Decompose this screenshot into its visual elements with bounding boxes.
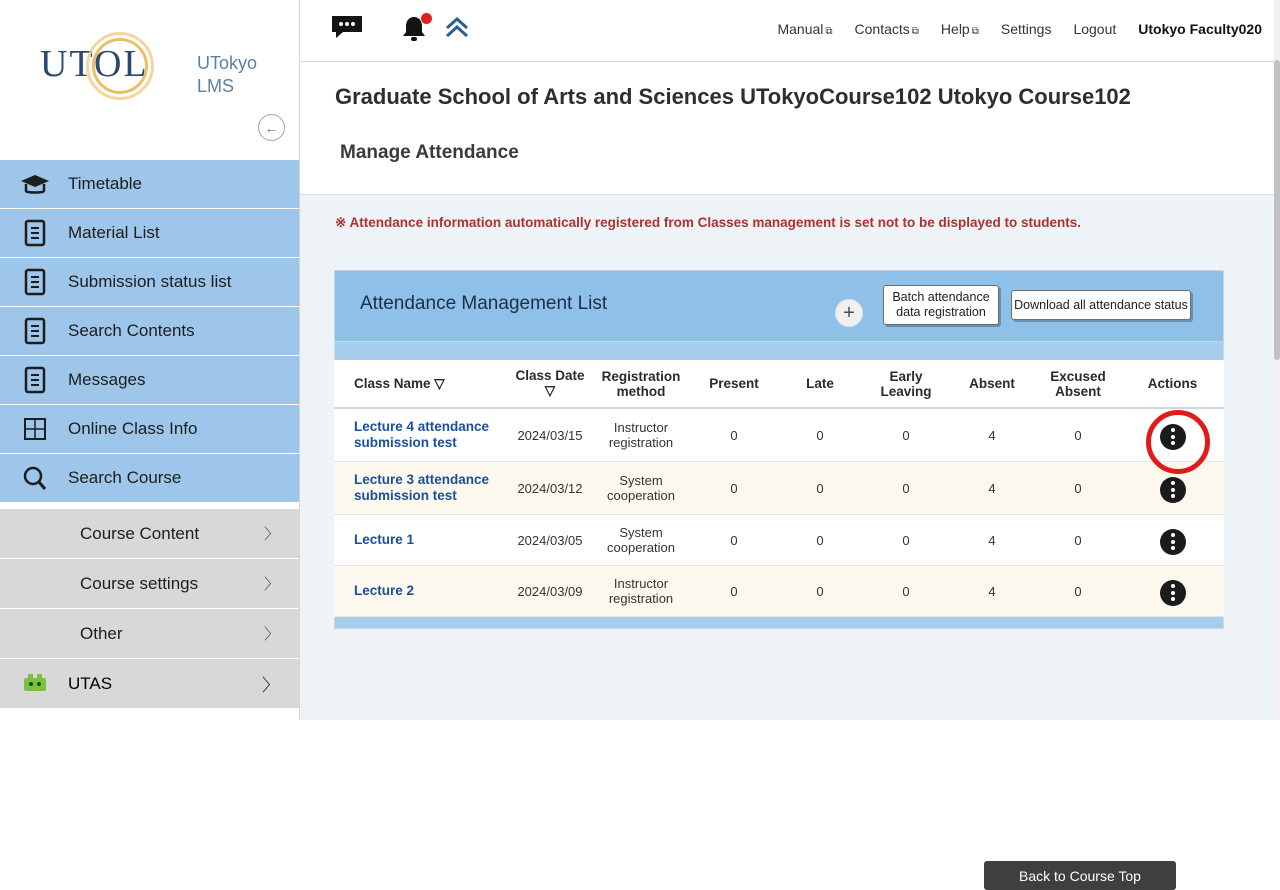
cell-actions	[1121, 408, 1224, 462]
sidebar-item-label: Timetable	[68, 174, 143, 193]
topnav-link-manual[interactable]	[777, 21, 832, 37]
table-row	[334, 462, 1224, 515]
cell-late: 0	[777, 408, 863, 462]
attendance-table	[334, 360, 1224, 617]
panel-spacer	[334, 342, 1224, 360]
sidebar-item-utas-left	[18, 669, 112, 699]
sidebar-item-course-settings[interactable]	[0, 559, 299, 609]
main-content	[300, 195, 1280, 884]
table-row	[334, 515, 1224, 566]
sidebar-item-label: Material List	[68, 223, 160, 242]
row-actions-wrap	[1160, 580, 1186, 606]
column-header-actions: Actions	[1121, 360, 1224, 408]
column-header-class-name[interactable]: Class Name ▽	[334, 360, 509, 408]
attendance-notice-text: ※ Attendance information automatically registered from Classes management is set not to be displayed to students.	[335, 215, 1081, 230]
sidebar-item-label: UTAS	[68, 673, 113, 693]
sidebar-item-submission-status-list[interactable]	[0, 258, 299, 307]
class-name-link[interactable]: Lecture 3 attendance submission test	[354, 472, 490, 503]
grid-icon	[18, 414, 52, 444]
batch-button-label-line1: Batch attendance	[892, 290, 990, 304]
cell-early-leaving: 0	[863, 515, 949, 566]
plus-icon: +	[843, 302, 855, 324]
table-row	[334, 566, 1224, 617]
topnav-link-logout[interactable]: Logout	[1073, 21, 1117, 37]
cell-late: 0	[777, 566, 863, 617]
class-name-link[interactable]: Lecture 4 attendance submission test	[354, 419, 490, 450]
column-header-absent: Absent	[949, 360, 1035, 408]
cell-registration-method: Instructor registration	[591, 566, 691, 617]
chevron-right-icon: 〉	[263, 526, 279, 543]
sidebar-subitem-label: Course Content	[80, 523, 200, 543]
cell-class-name	[334, 408, 509, 462]
column-header-excused-absent: Excused Absent	[1035, 360, 1121, 408]
clipboard-icon	[18, 365, 52, 395]
logo-ring-inner-icon	[92, 38, 148, 94]
notification-badge-dot	[421, 13, 432, 24]
utas-icon	[18, 669, 52, 699]
cell-registration-method: System cooperation	[591, 515, 691, 566]
sidebar-item-label: Submission status list	[68, 272, 232, 291]
attendance-table-body	[334, 408, 1224, 617]
sidebar-subitem-label: Course settings	[80, 573, 199, 593]
topnav-link-help[interactable]	[941, 21, 979, 37]
class-name-link[interactable]: Lecture 1	[354, 532, 415, 547]
sidebar-item-course-content[interactable]	[0, 509, 299, 559]
cell-class-date: 2024/03/12	[509, 462, 591, 515]
external-link-icon: ⧉	[971, 26, 979, 37]
arrow-left-icon: ←	[264, 119, 279, 136]
cell-class-date: 2024/03/05	[509, 515, 591, 566]
top-nav	[777, 21, 1262, 37]
back-to-course-top-button[interactable]: Back to Course Top	[984, 861, 1176, 890]
topnav-link-label: Contacts	[854, 21, 910, 37]
top-bar	[300, 0, 1280, 62]
logo-subtitle-line1: UTokyo	[197, 53, 258, 73]
topnav-link-label: Manual	[777, 21, 824, 37]
sidebar-item-search-course[interactable]	[0, 454, 299, 503]
clipboard-icon	[18, 267, 52, 297]
sidebar-collapse-button[interactable]	[258, 114, 285, 141]
sidebar-item-label: Search Course	[68, 468, 182, 487]
kebab-menu-icon[interactable]	[1160, 477, 1186, 503]
cell-late: 0	[777, 462, 863, 515]
cell-absent: 4	[949, 408, 1035, 462]
cell-present: 0	[691, 462, 777, 515]
chevron-right-icon: 〉	[263, 576, 279, 593]
course-title: Graduate School of Arts and Sciences UTokyoCourse102 Utokyo Course102	[335, 84, 1131, 109]
sidebar-item-material-list[interactable]	[0, 209, 299, 258]
clipboard-icon	[18, 218, 52, 248]
sidebar-item-label: Messages	[68, 370, 146, 389]
cell-class-date: 2024/03/09	[509, 566, 591, 617]
row-actions-highlight	[1160, 424, 1186, 450]
magnifier-icon	[18, 463, 52, 493]
sidebar-item-timetable[interactable]	[0, 160, 299, 209]
attendance-panel	[334, 270, 1224, 629]
page-header	[300, 62, 1280, 195]
cell-excused-absent: 0	[1035, 566, 1121, 617]
panel-footer-strip	[334, 617, 1224, 629]
class-name-link[interactable]: Lecture 2	[354, 583, 415, 598]
chat-icon[interactable]	[330, 14, 364, 47]
sidebar-item-utas[interactable]	[0, 659, 299, 709]
column-header-present: Present	[691, 360, 777, 408]
cell-class-name	[334, 462, 509, 515]
cell-class-name	[334, 515, 509, 566]
cell-early-leaving: 0	[863, 566, 949, 617]
sidebar-subitem-label: Other	[80, 623, 123, 643]
page-title: Manage Attendance	[340, 142, 519, 163]
external-link-icon: ⧉	[825, 26, 833, 37]
logo-area	[0, 0, 299, 160]
chevron-right-icon: 〉	[263, 626, 279, 643]
logo-subtitle-line2: LMS	[197, 76, 235, 96]
cell-absent: 4	[949, 515, 1035, 566]
sidebar-item-messages[interactable]	[0, 356, 299, 405]
kebab-menu-icon[interactable]	[1160, 529, 1186, 555]
chevron-right-icon: 〉	[262, 676, 279, 695]
cell-registration-method: Instructor registration	[591, 408, 691, 462]
batch-button-label-line2: data registration	[896, 305, 986, 319]
cell-actions	[1121, 566, 1224, 617]
column-header-registration-method: Registration method	[591, 360, 691, 408]
clipboard-icon	[18, 316, 52, 346]
sidebar-item-search-contents[interactable]	[0, 307, 299, 356]
attendance-panel-header	[334, 270, 1224, 342]
sidebar-item-other[interactable]	[0, 609, 299, 659]
sidebar-item-online-class-info[interactable]	[0, 405, 299, 454]
page-scrollbar-thumb[interactable]	[1274, 60, 1280, 360]
page-scrollbar[interactable]	[1274, 0, 1280, 720]
logo-text: UTOL	[40, 43, 149, 85]
cell-excused-absent: 0	[1035, 408, 1121, 462]
topnav-link-label: Help	[940, 21, 970, 37]
external-link-icon: ⧉	[911, 26, 919, 37]
bell-icon[interactable]	[398, 14, 430, 49]
logo-subtitle	[197, 52, 257, 98]
cell-excused-absent: 0	[1035, 462, 1121, 515]
column-header-late: Late	[777, 360, 863, 408]
batch-attendance-registration-button[interactable]	[883, 285, 999, 325]
row-actions-wrap	[1160, 529, 1186, 555]
table-header-row	[334, 360, 1224, 408]
cell-absent: 4	[949, 462, 1035, 515]
kebab-menu-icon[interactable]	[1160, 424, 1186, 450]
kebab-menu-icon[interactable]	[1160, 580, 1186, 606]
cell-actions	[1121, 515, 1224, 566]
sidebar-item-label: Online Class Info	[68, 419, 198, 438]
graduation-cap-icon	[18, 169, 52, 199]
column-header-class-date[interactable]: Class Date ▽	[509, 360, 591, 408]
current-user-name: Utokyo Faculty020	[1138, 21, 1262, 37]
cell-present: 0	[691, 566, 777, 617]
sidebar-item-label: Search Contents	[68, 321, 195, 340]
add-attendance-button[interactable]	[835, 299, 863, 327]
topnav-link-contacts[interactable]	[855, 21, 919, 37]
column-header-early-leaving: Early Leaving	[863, 360, 949, 408]
cell-present: 0	[691, 408, 777, 462]
cell-early-leaving: 0	[863, 462, 949, 515]
table-row	[334, 408, 1224, 462]
row-actions-wrap	[1160, 477, 1186, 503]
cell-present: 0	[691, 515, 777, 566]
cell-absent: 4	[949, 566, 1035, 617]
cell-class-name	[334, 566, 509, 617]
cell-late: 0	[777, 515, 863, 566]
cell-class-date: 2024/03/15	[509, 408, 591, 462]
chevrons-up-icon[interactable]	[442, 14, 472, 47]
attendance-panel-title: Attendance Management List	[360, 293, 608, 314]
cell-early-leaving: 0	[863, 408, 949, 462]
attendance-table-head	[334, 360, 1224, 408]
cell-registration-method: System cooperation	[591, 462, 691, 515]
download-all-attendance-button[interactable]: Download all attendance status	[1011, 290, 1191, 320]
batch-button-label	[892, 290, 989, 320]
sidebar	[0, 0, 300, 720]
topnav-link-settings[interactable]: Settings	[1000, 21, 1052, 37]
cell-excused-absent: 0	[1035, 515, 1121, 566]
